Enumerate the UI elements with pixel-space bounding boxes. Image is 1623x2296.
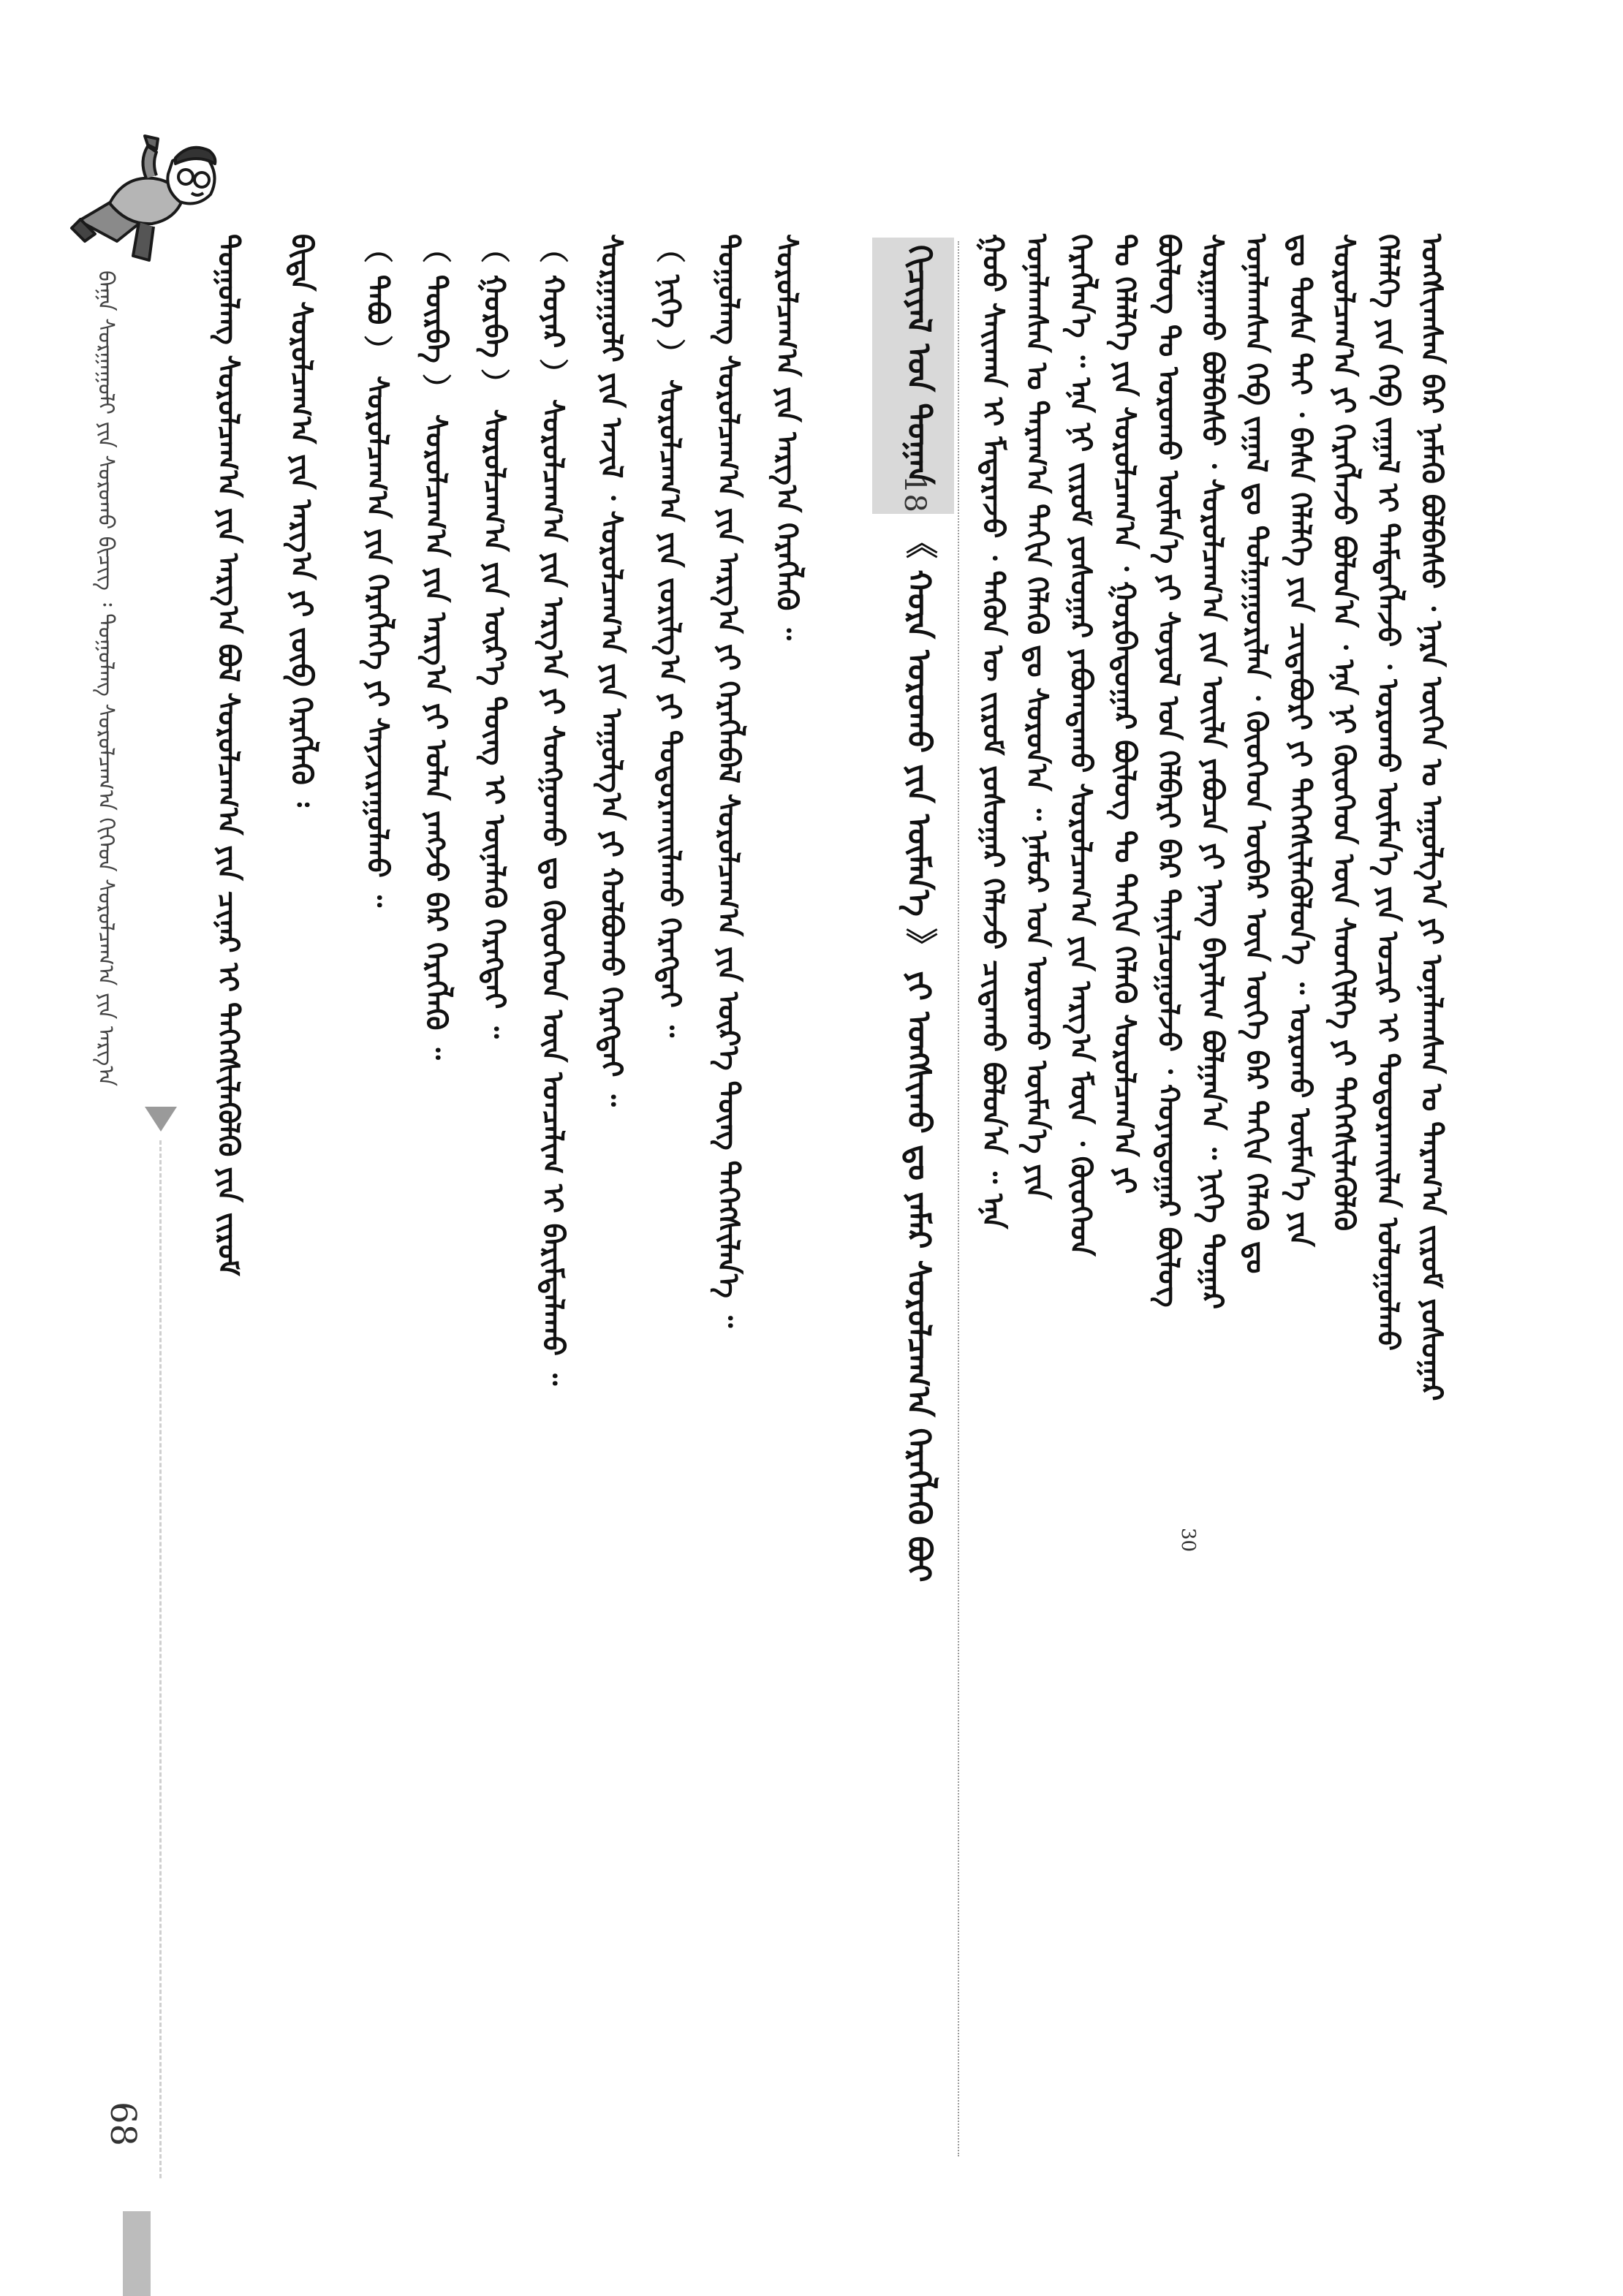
section-title: 《 ᠬᠤᠷᠠ ᠤᠷᠤᠬᠤ ᠶᠢᠨ ᠥᠮᠡᠨ᠎ᠡ 》 ᠶᠢ ᠤᠩᠰᠢᠬᠤ ᠳᠤ ᠶᠠᠮᠠᠷ ᠰᠤᠷᠤᠯᠴᠠᠭ᠎ᠠ ᠬᠡᠷᠡᠭᠯᠡᠬᠦ ᠪᠤᠢ xyxy=(900,526,937,1583)
intro-heading: ᠰᠤᠷᠤᠯᠴᠠᠭ᠎ᠠ ᠶᠢᠨ ᠠᠷᠭ᠎ᠠ ᠬᠡᠷᠡᠭᠯᠡᠬᠦ ᠃ xyxy=(770,234,803,640)
body-text-column: ᠤᠩᠰᠢᠭᠰᠠᠨ ᠪᠡᠷ ᠨᠡᠮᠡᠬᠦ ᠪᠣᠯᠪᠠᠰᠤ ᠂ ᠨᠡᠷᠡ ᠥᠭᠡᠨ ᠤ ᠠᠭᠤᠯᠭ᠎ᠠ ᠶᠢ ᠤᠨᠠᠯᠠᠭᠰᠠᠨ ᠤ ᠳᠠᠷᠠᠭ᠎ᠠ ᠵᠢᠷᠤᠮ ᠶᠣᠰᠣᠭᠠᠷ xyxy=(1415,234,1448,1401)
body-text-column: ᠤᠨᠠᠯᠠᠭᠰᠠᠨ ᠤ ᠳᠠᠷᠠᠭ᠎ᠠ ᠳᠠᠬᠢᠨ ᠬᠡᠯᠡᠬᠦ ᠳᠤ ᠰᠤᠷᠤᠨ᠎ᠠ ᠃ ᠨᠠᠮᠤᠷ ᠤᠨ ᠤᠷᠤᠬᠤ ᠥᠮᠡᠨ᠎ᠡ ᠶᠢᠨ xyxy=(1020,234,1053,1200)
body-text-column: ᠰᠤᠷᠭᠠᠬᠤ ᠪᠣᠯᠪᠠᠰᠤ ᠂ ᠰᠤᠷᠤᠯᠴᠠᠭ᠎ᠠ ᠶᠢᠨ ᠦᠢᠯᠡ ᠶᠠᠪᠤᠴᠠ ᠶᠢ ᠨᠡᠩ ᠪᠠᠶᠠᠯᠢᠭ ᠪᠣᠯᠭᠠᠨ᠎ᠠ ᠃ ᠨᠢᠭᠡ ᠳᠤᠭᠠᠷ xyxy=(1195,234,1229,1310)
lower-text-line: （ ᠭᠤᠷᠪᠠ ） ᠰᠤᠷᠤᠯᠴᠠᠭ᠎ᠠ ᠶᠢᠨ ᠦᠷ᠎ᠡ ᠳᠦᠩ ᠢ ᠦᠨᠡᠯᠡᠬᠦ ᠬᠡᠷᠡᠭᠲᠡᠢ ᠃ xyxy=(477,234,511,1039)
body-text-column: ᠳᠤ ᠲᠤᠰᠠ ᠲᠠᠢ ᠂ ᠪᠠᠰᠠ ᠬᠡᠯᠡᠯᠭᠡ ᠶᠢᠨ ᠴᠢᠳᠠᠪᠤᠷᠢ ᠶᠢ ᠳᠡᠭᠡᠭᠰᠢᠯᠡᠭᠦᠯᠦᠨ᠎ᠡ ᠃ ᠤᠷᠤᠬᠤ ᠥᠮᠡᠨ᠎ᠡ ᠶᠢᠨ xyxy=(1283,234,1317,1247)
lower-text-line: ᠳᠤᠭᠤᠯᠠᠩ ᠰᠤᠷᠤᠯᠴᠠᠭ᠎ᠠ ᠶᠢᠨ ᠠᠷᠭ᠎ᠠ ᠶᠢ ᠬᠡᠷᠡᠭᠯᠡᠪᠡᠯ ᠰᠤᠷᠤᠯᠴᠠᠭ᠎ᠠ ᠶᠢᠨ ᠦᠷ᠎ᠡ ᠳᠦᠩ ᠳᠡᠭᠡᠭᠰᠢᠯᠡᠨ᠎ᠡ ᠃ xyxy=(711,234,745,1328)
section-number: 18 xyxy=(898,475,931,512)
lower-text-line: ᠪᠢᠳᠡ ᠰᠤᠷᠤᠯᠴᠠᠭ᠎ᠠ ᠶᠢᠨ ᠠᠷᠭ᠎ᠠ ᠶᠢ ᠵᠥᠪ ᠬᠡᠷᠡᠭᠯᠡᠬᠦ ᠄ xyxy=(284,234,318,807)
header-dash-divider xyxy=(159,1140,162,2178)
lower-text-line: （ ᠨᠢᠭᠡ ） ᠰᠤᠷᠤᠯᠴᠠᠭ᠎ᠠ ᠶᠢᠨ ᠵᠣᠷᠢᠯᠭ᠎ᠠ ᠶᠢ ᠲᠣᠳᠣᠷᠬᠠᠢᠯᠠᠬᠤ ᠬᠡᠷᠡᠭᠲᠡᠢ ᠃ xyxy=(653,234,686,1038)
title-dotted-rule xyxy=(958,241,959,2156)
lower-text-line: （ ᠬᠣᠶᠠᠷ ） ᠰᠤᠷᠤᠯᠴᠠᠭ᠎ᠠ ᠶᠢᠨ ᠠᠷᠭ᠎ᠠ ᠶᠢ ᠰᠣᠩᠭᠣᠬᠤ ᠳᠤ ᠬᠦᠦᠬᠡᠳ ᠦᠨ ᠣᠨᠴᠠᠯᠢᠭ ᠢ ᠪᠠᠷᠢᠮᠲᠠᠯᠠᠬᠤ ᠃ xyxy=(536,234,570,1386)
body-text-column: ᠰᠤᠷᠤᠯᠴᠠᠭ᠎ᠠ ᠶᠢ ᠬᠡᠷᠡᠭᠯᠡᠵᠦ ᠪᠣᠯᠤᠨ᠎ᠠ ᠂ ᠡᠨᠡ ᠨᠢ ᠬᠦᠦᠬᠡᠳ ᠦᠨ ᠰᠡᠳᠬᠢᠯᠭᠡ ᠶᠢ ᠳᠡᠭᠡᠭᠰᠢᠯᠡᠭᠦᠯᠬᠦ xyxy=(1327,234,1361,1232)
body-text-column: ᠭᠣᠣ ᠰᠠᠢᠬᠠᠨ ᠢ ᠮᠡᠳᠡᠷᠡᠵᠦ ᠂ ᠲᠡᠭᠦᠨ ᠦ ᠵᠢᠷᠤᠮ ᠶᠣᠰᠣᠭᠠᠷ ᠬᠡᠯᠡᠵᠦ ᠴᠢᠳᠠᠬᠤ ᠪᠣᠯᠤᠨ᠎ᠠ ᠃ ᠡᠨᠡ xyxy=(976,234,1010,1230)
note-number: 30 xyxy=(1177,1528,1199,1553)
mascot-illustration xyxy=(66,132,227,285)
body-text-column: ᠪᠦᠯᠦᠭ ᠲᠤ ᠤᠷᠤᠬᠤ ᠥᠮᠡᠨ᠎ᠡ ᠶᠢ ᠰᠤᠶᠤᠯ ᠤᠨ ᠬᠡᠯᠪᠡᠷᠢ ᠪᠡᠷ ᠲᠠᠨᠢᠯᠴᠤᠭᠤᠯᠵᠤ ᠂ ᠬᠣᠶᠠᠳᠤᠭᠠᠷ ᠪᠦᠯᠦᠭ xyxy=(1151,234,1185,1308)
lower-text-line: ᠰᠤᠷᠭᠠᠭᠤᠯᠢ ᠶᠢᠨ ᠠᠵᠢᠯ ᠂ ᠰᠤᠷᠤᠯᠴᠠᠭ᠎ᠠ ᠶᠢᠨ ᠠᠭᠤᠯᠭ᠎ᠠ ᠶᠢ ᠬᠣᠯᠪᠣᠬᠤ ᠬᠡᠷᠡᠭᠲᠡᠢ ᠃ xyxy=(594,234,628,1107)
body-text-column: ᠤᠨᠠᠯᠠᠭᠰᠠᠨ ᠬᠡᠪ ᠵᠠᠭᠠᠯ ᠳᠤ ᠲᠤᠯᠭᠠᠭᠤᠷᠢᠯᠠᠨ ᠂ ᠬᠦᠦᠬᠡᠳ ᠥᠪᠡᠷ ᠦᠨ ᠦᠭᠡ ᠪᠡᠷ ᠳᠠᠬᠢᠨ ᠬᠡᠯᠡᠬᠦ ᠳᠤ xyxy=(1239,234,1273,1274)
body-text-column: ᠬᠡᠷᠡᠭᠯᠡᠨ᠎ᠡ ᠃ ᠡᠨᠡ ᠨᠢ ᠵᠢᠷᠤᠮ ᠶᠣᠰᠣᠭᠠᠷ ᠶᠠᠪᠤᠭᠳᠠᠬᠤ ᠰᠤᠷᠤᠯᠴᠠᠭ᠎ᠠ ᠶᠢᠨ ᠠᠷᠭ᠎ᠠ ᠮᠥᠨ ᠂ ᠬᠦᠦᠬᠡᠳ xyxy=(1064,234,1097,1257)
lower-text-line: （ ᠲᠠᠪᠤ ） ᠰᠤᠷᠤᠯᠴᠠᠭ᠎ᠠ ᠶᠢᠨ ᠬᠡᠷᠡᠭᠯᠡᠭᠡ ᠶᠢ ᠰᠠᠶᠵᠢᠷᠠᠭᠤᠯᠬᠤ ᠃ xyxy=(360,234,394,908)
section-label: ᠬᠢᠴᠢᠶᠡᠯ ᠤᠨ ᠲᠤᠭᠠᠨ xyxy=(900,245,937,485)
lower-text-line: （ ᠳᠥᠷᠪᠡ ） ᠰᠤᠷᠤᠯᠴᠠᠭ᠎ᠠ ᠶᠢᠨ ᠠᠷᠭ᠎ᠠ ᠶᠢ ᠣᠯᠠᠨ ᠶᠠᠩᠵᠤ ᠪᠡᠷ ᠬᠡᠷᠡᠭᠯᠡᠬᠦ ᠃ xyxy=(419,234,453,1060)
body-text-column: ᠲᠤ ᠬᠡᠯᠡᠯᠭᠡ ᠶᠢᠨ ᠰᠤᠷᠤᠯᠴᠠᠭ᠎ᠠ ᠂ ᠭᠤᠷᠪᠠᠳᠤᠭᠠᠷ ᠪᠦᠯᠦᠭ ᠲᠤ ᠳᠠᠬᠢᠨ ᠬᠡᠯᠡᠬᠦ ᠰᠤᠷᠤᠯᠴᠠᠭ᠎ᠠ ᠶᠢ xyxy=(1108,234,1141,1194)
running-head: ᠪᠠᠭᠠ ᠰᠤᠷᠭᠠᠭᠤᠯᠢ ᠶᠢᠨ ᠰᠤᠷᠤᠬᠤ ᠪᠢᠴᠢᠭ ᠄ ᠳᠤᠭᠤᠯᠠᠩ ᠰᠤᠷᠤᠯᠴᠠᠭ᠎ᠠ ᠬᠢᠭᠡᠳ ᠰᠤᠷᠤᠯᠴᠠᠭ᠎ᠠ ᠶᠢᠨ ᠠᠷᠭ᠎ᠠ xyxy=(93,270,118,1087)
page-number: 68 xyxy=(102,2102,143,2147)
lower-text-line: ᠳᠤᠭᠤᠯᠠᠩ ᠰᠤᠷᠤᠯᠴᠠᠭ᠎ᠠ ᠶᠢᠨ ᠠᠷᠭ᠎ᠠ ᠪᠣᠯ ᠰᠤᠷᠤᠯᠴᠠᠭ᠎ᠠ ᠶᠢᠨ ᠴᠢᠨᠠᠷ ᠢ ᠳᠡᠭᠡᠭᠰᠢᠯᠡᠭᠦᠯᠬᠦ ᠶᠢᠨ ᠵᠢᠷᠤᠮ xyxy=(211,234,245,1276)
body-text-column: ᠬᠡᠯᠡᠯᠭᠡ ᠶᠢᠨ ᠬᠡᠪ ᠵᠠᠭᠠᠯ ᠢ ᠲᠡᠮᠳᠡᠭᠯᠡᠵᠦ ᠂ ᠤᠷᠤᠬᠤ ᠥᠮᠡᠨ᠎ᠡ ᠶᠢᠨ ᠤᠴᠢᠷ ᠢ ᠲᠣᠳᠣᠷᠬᠠᠢᠯᠠᠨ ᠤᠯᠤᠭᠤᠯᠬᠤ xyxy=(1371,234,1404,1351)
page-edge-tab xyxy=(123,2211,151,2296)
triangle-marker-icon xyxy=(145,1107,177,1132)
